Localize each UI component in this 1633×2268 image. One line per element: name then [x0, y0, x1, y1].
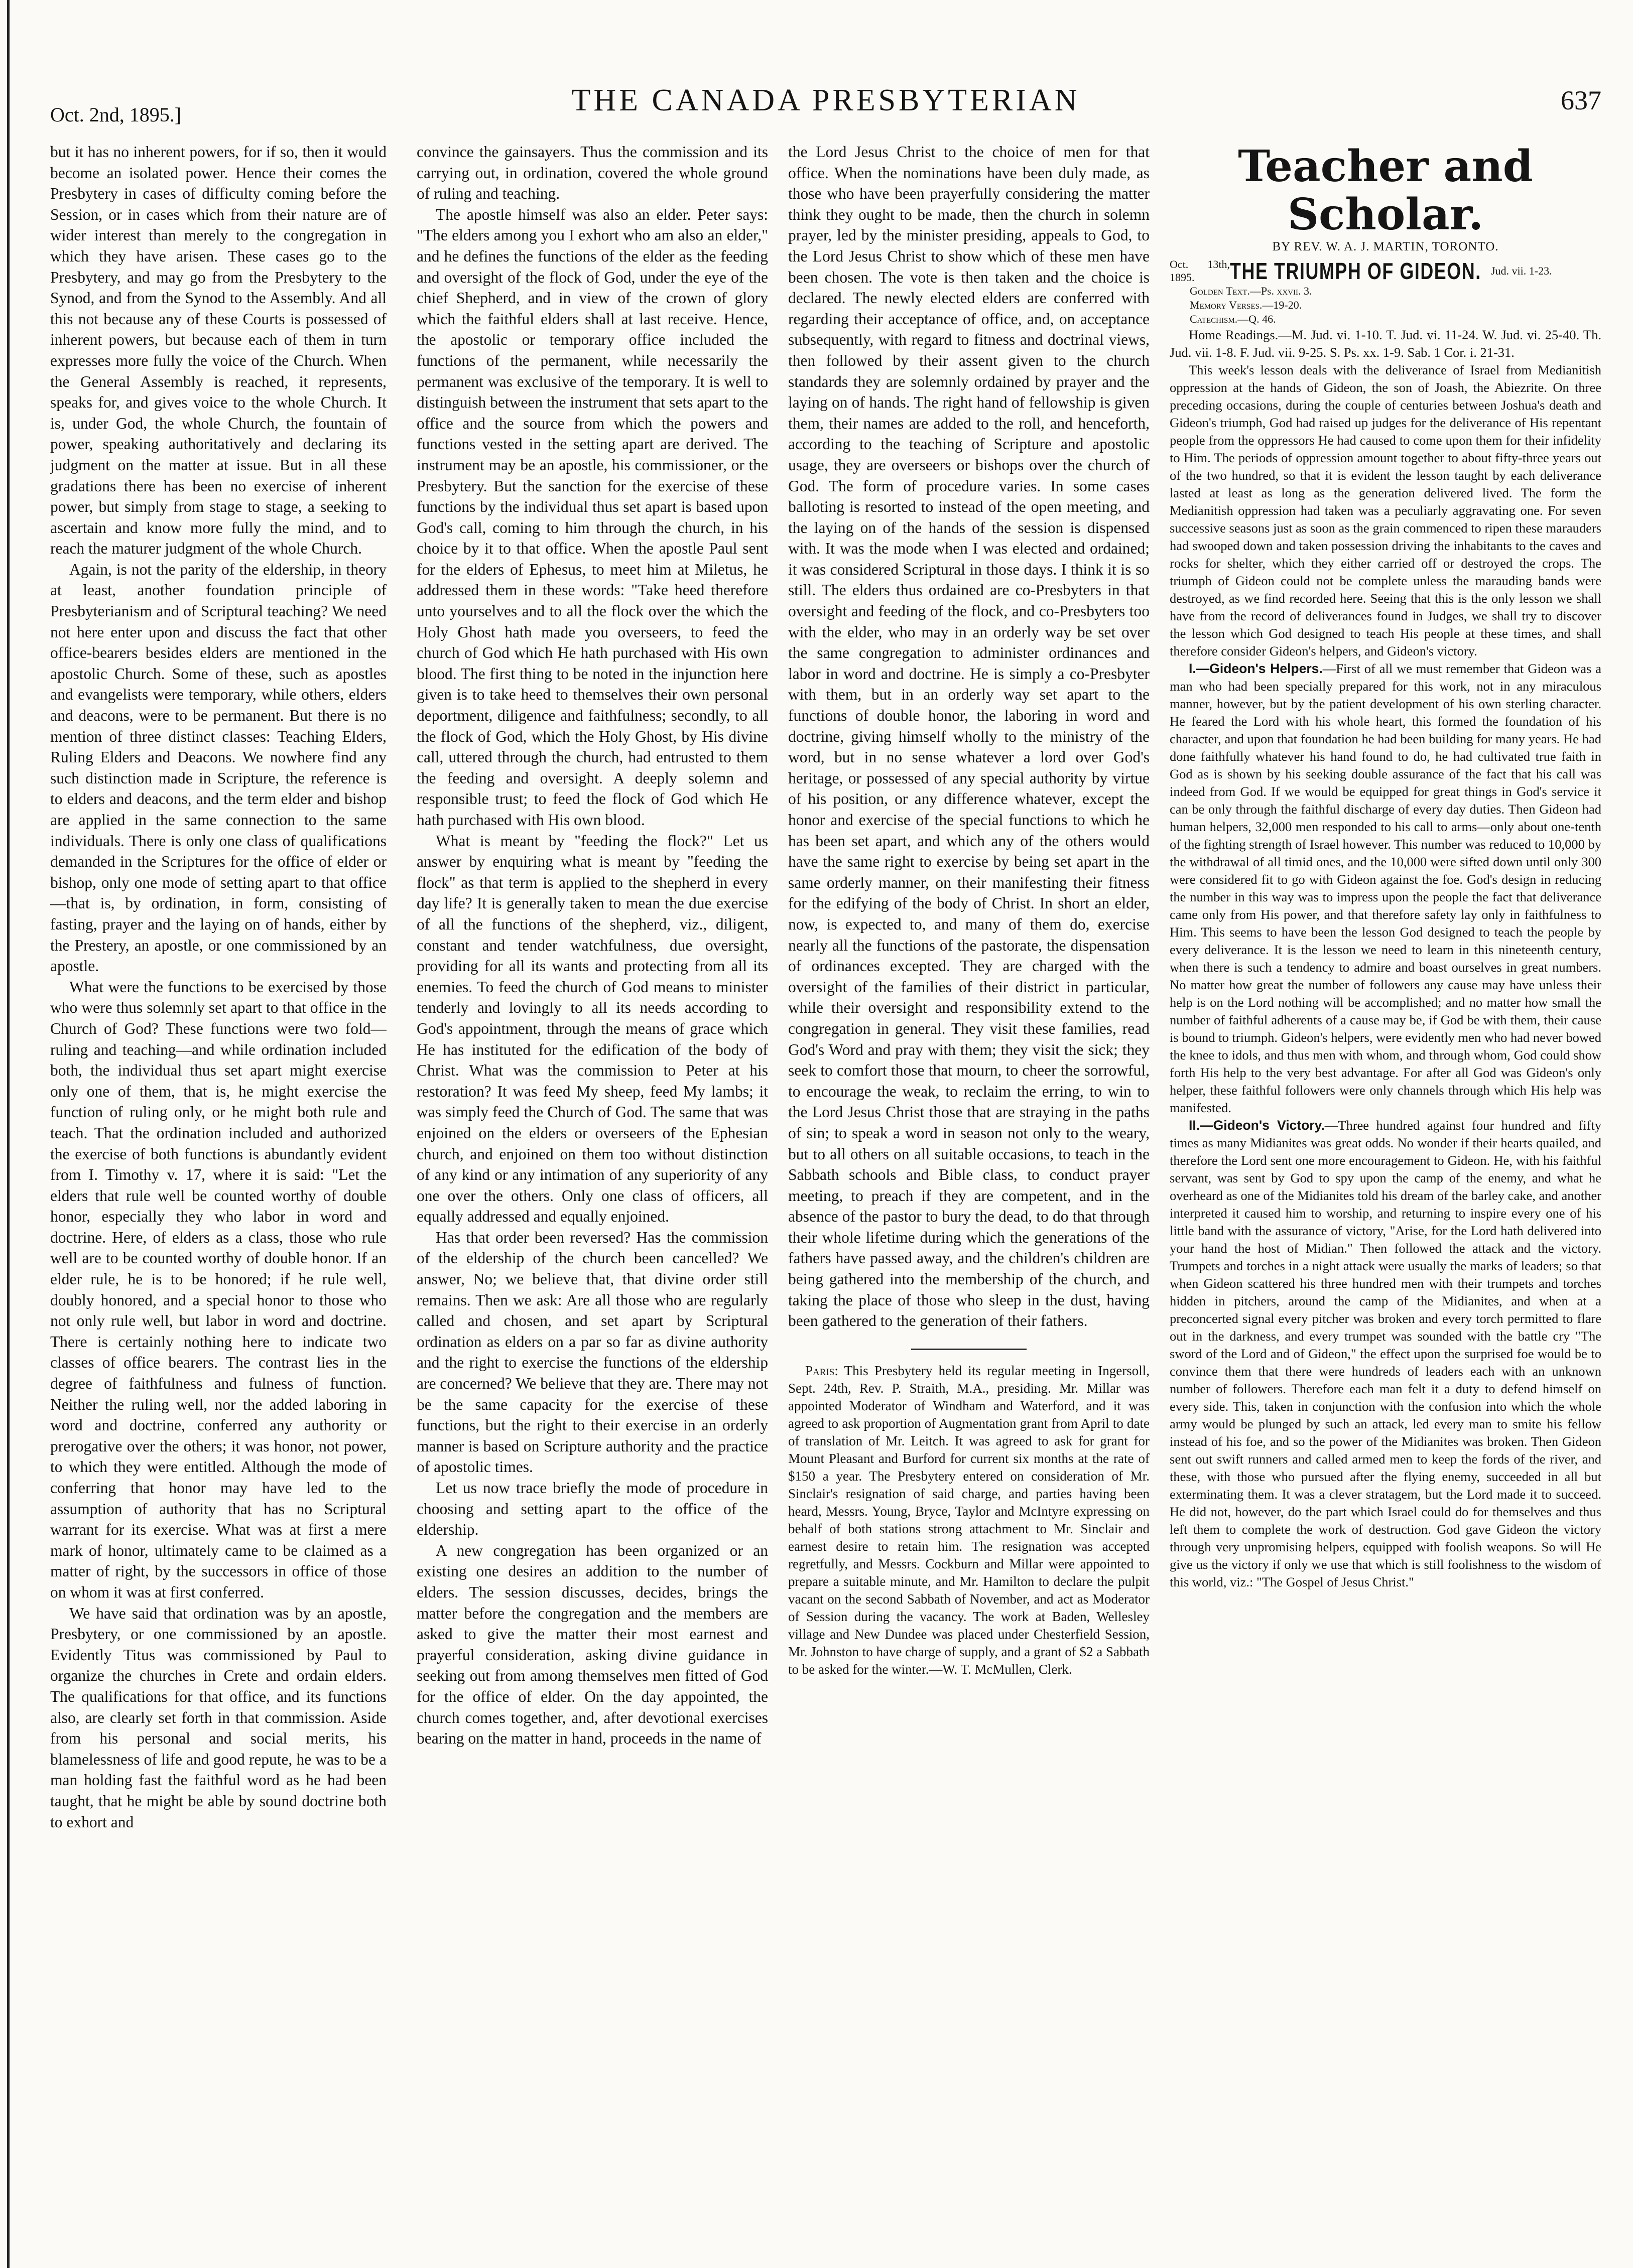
paragraph: convince the gainsayers. Thus the commission and its carrying out, in ordination, covered the whole ground of ruling and teaching. — [417, 143, 768, 203]
lesson-reference: Jud. vii. 1-23. — [1491, 264, 1552, 277]
paragraph: Has that order been reversed? Has the commission of the eldership of the church been cancelled? We answer, No; we believe that, that divine order still remains. Then we ask: Are all those who are regularly called and chosen, and set apart by Scriptural ordination as elders on a par so far as divine authority and the right to exercise the functions of the eldership are concerned? We believe that they are. There may not be the same capacity for the exercise of these functions, but the right to their exercise in an orderly manner is based on Scripture authority and the practice of apostolic times. — [417, 1228, 768, 1476]
byline: BY REV. W. A. J. MARTIN, TORONTO. — [1272, 240, 1499, 253]
section-helpers — [1170, 660, 1601, 1117]
lesson-title: THE TRIUMPH OF GIDEON. — [1230, 257, 1481, 284]
paragraph: Again, is not the parity of the eldership, in theory at least, another foundation principle of Presbyterianism and of Scriptural teaching? We need not here enter upon and discuss the fact that other office-bearers besides elders are mentioned in the apostolic Church. Some of these, such as apostles and evangelists were temporary, while others, elders and deacons, were to be permanent. But there is no mention of three distinct classes: Teaching Elders, Ruling Elders and Deacons. We nowhere find any such distinction made in Scripture, the reference is to elders and deacons, and the term elder and bishop are applied in the same connection to the same individuals. There is only one class of qualifications demanded in the Scriptures for the office of elder or bishop, only one mode of setting apart to that office—that is, by ordination, in form, consisting of fasting, prayer and the laying on of hands, either by the Prestery, an apostle, or one commissioned by an apostle. — [50, 560, 387, 975]
section-victory — [1170, 1117, 1601, 1591]
lesson-title-line — [1170, 258, 1601, 284]
note-signature: —W. T. McMullen, Clerk. — [929, 1661, 1072, 1677]
column-3 — [788, 142, 1150, 2229]
home-readings: Home Readings.—M. Jud. vi. 1-10. T. Jud. vi. 11-24. W. Jud. vi. 25-40. Th. Jud. vii. 1-8. F. Jud. vii. 9-25. S. Ps. xx. 1-9. Sab. 1 Cor. i. 21-31. — [1170, 327, 1601, 360]
section-title: II.—Gideon's Victory. — [1189, 1118, 1325, 1133]
paragraph: the Lord Jesus Christ to the choice of men for that office. When the nominations have been duly made, as those who have been prayerfully considering the matter think they ought to be made, then the church in solemn prayer, led by the minister presiding, appeals to God, to the Lord Jesus Christ to show which of these men have been chosen. The vote is then taken and the choice is declared. The newly elected elders are conferred with regarding their acceptance of office, and, on acceptance subsequently, with regard to fitness and doctrinal views, then followed by their assent given to the church standards they are solemnly ordained by prayer and the laying on of hands. The right hand of fellowship is given them, their names are added to the roll, and henceforth, according to the teaching of Scripture and apostolic usage, they are overseers or bishops over the church of God. The form of procedure varies. In some cases balloting is resorted to instead of the open meeting, and the laying on of the hands of the session is dispensed with. It was the mode when I was elected and ordained; it was considered Scriptural in those days. I think it is so still. The elders thus ordained are co-Presbyters in that oversight and feeding of the flock, and co-Presbyters too with the elder, who may in an orderly way be set over the same congregation to administer ordinances and labor in word and doctrine. He is simply a co-Presbyter with them, but in an orderly way set apart to the functions of double honor, the laboring in word and doctrine, giving himself wholly to the ministry of the word, but in no sense whatever a lord over God's heritage, or possessed of any special authority by virtue of his position, or any difference whatever, except the honor and exercise of the special functions to which he has been set apart, and which any of the others would have the same right to exercise by being set apart in the same orderly manner, on their manifesting their fitness for the edifying of the body of Christ. In short an elder, now, is expected to, and many of them do, exercise nearly all the functions of the pastorate, the dispensation of ordinances excepted. They are charged with the oversight of the families of their district in particular, while their oversight and responsibility extend to the congregation in general. They visit these families, read God's Word and pray with them; they visit the sick; they seek to comfort those that mourn, to cheer the sorrowful, to encourage the weak, to reclaim the erring, to win to the Lord Jesus Christ those that are straying in the paths of sin; to speak a word in season not only to the weary, but to all others on all suitable occasions, to teach in the Sabbath schools and Bible class, to conduct prayer meeting, to preach if they are competent, and in the absence of the pastor to bury the dead, to do that through their whole lifetime during which the generations of the fathers have passed away, and the children's children are being gathered into the membership of the church, and taking the place of those who sleep in the dust, having been gathered to the generation of their fathers. — [788, 143, 1150, 1330]
presbytery-note — [788, 1362, 1150, 1678]
page-number: 637 — [1561, 85, 1601, 115]
memory-verses: Memory Verses.—19-20. — [1190, 299, 1302, 311]
paragraph: but it has no inherent powers, for if so, then it would become an isolated power. Hence their comes the Presbytery in cases of difficulty coming before the Session, or in cases which from their nature are of wider interest than merely to the congregation in which they have arisen. These cases go to the Presbytery, and may go from the Presbytery to the Synod, and from the Synod to the Assembly. And all this not because any of these Courts is possessed of inherent powers, but because each of them in turn expresses more fully the voice of the Church. When the General Assembly is reached, it represents, speaks for, and gives voice to the whole Church. It is, under God, the whole Church, the fountain of power, speaking authoritatively and declaring its judgment on the matter at issue. But in all these gradations there has been no exercise of inherent power, but simply from stage to stage, a seeking to ascertain and know more fully the mind, and to reach the maturer judgment of the whole Church. — [50, 143, 387, 558]
page-margin-rule — [7, 0, 10, 2268]
paragraph: We have said that ordination was by an apostle, Presbytery, or one commissioned by an apostle. Evidently Titus was commissioned by Paul to organize the churches in Crete and ordain elders. The qualifications for that office, and its functions also, are clearly set forth in that commission. Aside from his personal and social merits, his blamelessness of life and good repute, he was to be a man holding fast the faithful word as he had been taught, that he might be able by sound doctrine both to exhort and — [50, 1604, 387, 1831]
section-title: I.—Gideon's Helpers. — [1189, 661, 1323, 676]
catechism: Catechism.—Q. 46. — [1190, 313, 1276, 325]
paragraph: The apostle himself was also an elder. Peter says: "The elders among you I exhort who am also an elder," and he defines the functions of the elder as the feeding and oversight of the flock of God, under the eye of the chief Shepherd, and in view of the crown of glory which the faithful elders shall at last receive. Hence, the apostolic or temporary office included the functions of the permanent, while necessarily the permanent was exclusive of the temporary. It is well to distinguish between the instrument that sets apart to the office and the source from which the powers and functions vested in the setting apart are derived. The instrument may be an apostle, his commissioner, or the Presbytery. But the sanction for the exercise of these functions by the individual thus set apart is based upon God's call, coming to him through the church, in his choice by it to that office. When the apostle Paul sent for the elders of Ephesus, to meet him at Miletus, he addressed them in these words: "Take heed therefore unto yourselves and to all the flock over the which the Holy Ghost hath made you overseers, to feed the church of God which He hath purchased with His own blood. The first thing to be noted in the injunction here given is to take heed to themselves their own personal deportment, diligence and faithfulness; secondly, to all the flock of God, which the Holy Ghost, by His divine call, uttered through the church, had entrusted to them the feeding and oversight. A deeply solemn and responsible trust; to feed the flock of God which He hath purchased with His own blood. — [417, 205, 768, 829]
paragraph: Let us now trace briefly the mode of procedure in choosing and setting apart to the office of the eldership. — [417, 1479, 768, 1539]
section-text: —Three hundred against four hundred and fifty times as many Midianites was great odds. No wonder if their hearts quailed, and therefore the Lord sent one more encouragement to Gideon. He, with his faithful servant, was sent by God to spy upon the camp of the enemy, and what he overheard as one of the Midianites told his dream of the barley cake, and another interpreted it caused him to worship, and returning to inspire every one of his little band with the assurance of victory, "Arise, for the Lord hath delivered into your hand the host of Midian." Then followed the attack and the victory. Trumpets and torches in a night attack were usually the marks of leaders; so that when Gideon scattered his three hundred men with their trumpets and torches hidden in pitchers, around the camp of the Midianites, and when at a preconcerted signal every pitcher was broken and every torch permitted to flare out in the darkness, and every trumpet was sounded with the battle cry "The sword of the Lord and of Gideon," the effect upon the surprised foe would be to convince them that there were hundreds of leaders each with an unknown number of followers. Therefore each man felt it a duty to defend himself on every side. This, taken in conjunction with the confusion into which the whole army would be plunged by such an attack, led every man to smite his fellow instead of his foe, and so the power of the Midianites was broken. Then Gideon sent out swift runners and called armed men to keep the fords of the river, and these, with those who pursued after the flying enemy, succeeded in all but exterminating them. It was a clever stratagem, but the Lord made it to succeed. He did not, however, do the part which Israel could do for themselves and thus left them to complete the work of destruction. God gave Gideon the victory through very unpromising helpers, equipped with foolish weapons. So will He give us the victory if only we use that which is still foolishness to the wisdom of this world, viz.: "The Gospel of Jesus Christ." — [1170, 1118, 1601, 1589]
note-text: : This Presbytery held its regular meeting in Ingersoll, Sept. 24th, Rev. P. Straith, M.A., presiding. Mr. Millar was appointed Moderator of Windham and Waterford, and it was agreed to ask proportion of Augmentation grant from April to date of translation of Mr. Leitch. It was agreed to ask for grant for Mount Pleasant and Burford for current six months at the rate of $150 a year. The Presbytery entered on consideration of Mr. Sinclair's resignation of said charge, and parties having been heard, Messrs. Young, Bryce, Taylor and McIntyre expressing on behalf of both stations strong attachment to Mr. Sinclair and earnest desire to retain him. The resignation was accepted regretfully, and Messrs. Cockburn and Millar were appointed to prepare a suitable minute, and Mr. Hamilton to declare the pulpit vacant on the second Sabbath of November, and act as Moderator of Session during the vacancy. The work at Baden, Wellesley village and New Dundee was placed under Chesterfield Session, Mr. Johnston to have charge of supply, and a grant of $2 a Sabbath to be asked for the winter. — [788, 1363, 1150, 1677]
column-1 — [50, 142, 387, 2229]
section-heading: Teacher and Scholar. — [1238, 142, 1533, 240]
note-label: Paris — [805, 1363, 835, 1378]
paragraph: What were the functions to be exercised by those who were thus solemnly set apart to that office in the Church of God? These functions were two fold—ruling and teaching—and while ordination included both, the individual thus set apart might exercise only one of them, that is, he might exercise the function of ruling only, or he might both rule and teach. That the ordination included and authorized the exercise of both functions is abundantly evident from I. Timothy v. 17, where it is said: "Let the elders that rule well be counted worthy of double honor, especially they who labor in word and doctrine. Here, of elders as a class, those who rule well are to be counted worthy of double honor. If an elder rule, he is to be honored; if he rule well, doubly honored, and a special honor to those who not only rule well, but labor in word and doctrine. There is certainly nothing here to indicate two classes of office bearers. The contrast lies in the degree of faithfulness and fulness of function. Neither the ruling well, nor the added laboring in word and doctrine, conferred any authority or prerogative over the others; it was honor, not power, to which they were entitled. Although the mode of conferring that honor may have led to the assumption of authority that has no Scriptural warrant for its exercise. What was at first a mere mark of honor, ultimately came to be claimed as a matter of right, by the successors in office of those on whom it was at first conferred. — [50, 978, 387, 1601]
lesson-intro: This week's lesson deals with the deliverance of Israel from Medianitish oppression at the hands of Gideon, the son of Joash, the Abiezrite. On three preceding occasions, during the couple of centuries between Joshua's death and Gideon's triumph, God had raised up judges for the deliverance of His repentant people from the oppressors He had caused to come upon them for their infidelity to Him. The periods of oppression amount together to about fifty-three years out of the two hundred, so that it is evident the lesson taught by each deliverance lasted at least as long as the generation delivered lived. The form the Medianitish oppression had taken was a peculiarly aggravating one. For seven successive seasons just as soon as the grain commenced to ripen these marauders had swooped down and taken possession driving the inhabitants to the caves and rocks for shelter, which they either carried off or destroyed the crops. The triumph of Gideon could not be complete unless the marauding bands were destroyed, as we find recorded here. Seeing that this is the only lesson we shall have from the record of deliverances found in Judges, we shall try to discover the lesson which God designed to teach His people at these times, and shall therefore consider Gideon's helpers, and Gideon's victory. — [1170, 362, 1601, 658]
lesson-date: Oct. 13th, 1895. — [1170, 258, 1230, 284]
section-text: —First of all we must remember that Gideon was a man who had been specially prepared for this work, not in any miraculous manner, however, but by the patient development of his own sterling character. He feared the Lord with his whole heart, this formed the foundation of his character, and upon that foundation he had been building for many years. He had done faithfully whatever his hand found to do, he had cultivated true faith in God as is shown by his seeking double assurance of the fact that his call was indeed from God. If we would be equipped for great things in God's service it can be only through the faithful discharge of every day duties. Then Gideon had human helpers, 32,000 men responded to his call to arms—only about one-tenth of the fighting strength of Israel however. This number was reduced to 10,000 by the withdrawal of all timid ones, and the 10,000 were sifted down until only 300 were considered fit to go with Gideon against the foe. God's design in reducing the number in this way was to impress upon the people the fact that deliverance came only from His power, and that therefore safety lay only in faithfulness to Him. This seems to have been the lesson God designed to teach the people by every deliverance. It is the lesson we need to learn in this nineteenth century, when there is such a tendency to admire and boast ourselves in great numbers. No matter how great the number of followers any cause may have unless their help is on the Lord nothing will be accomplished; and no matter how small the number of faithful adherents of a cause may be, if God be with them, their cause is bound to triumph. Gideon's helpers, were evidently men who had never bowed the knee to idols, and thus men with whom, and through whom, God could show forth His help to the very best advantage. For after all God was Gideon's only helper, these faithful followers were only channels through which His help was manifested. — [1170, 661, 1601, 1115]
column-2 — [417, 142, 768, 2229]
paragraph: A new congregation has been organized or an existing one desires an addition to the number of elders. The session discusses, decides, brings the matter before the congregation and the members are asked to give the matter their most earnest and prayerful consideration, asking divine guidance in seeking out from among themselves men fitted of God for the office of elder. On the day appointed, the church comes together, and, after devotional exercises bearing on the matter in hand, proceeds in the name of — [417, 1541, 768, 1748]
paragraph: What is meant by "feeding the flock?" Let us answer by enquiring what is meant by "feeding the flock" as that term is applied to the shepherd in every day life? It is generally taken to mean the due exercise of all the functions of the shepherd, viz., diligent, constant and tender watchfulness, due oversight, providing for all its wants and protecting from all its enemies. To feed the church of God means to minister tenderly and lovingly to all its needs according to God's appointment, through the means of grace which He has instituted for the edification of the body of Christ. What was the commission to Peter at his restoration? It was feed My sheep, feed My lambs; it was simply feed the Church of God. The same that was enjoined on the elders or overseers of the Ephesian church, and enjoined on them too without distinction of any kind or any intimation of any superiority of any one over the others. Only one class of officers, all equally addressed and equally enjoined. — [417, 832, 768, 1226]
golden-text: Golden Text.—Ps. xxvii. 3. — [1190, 285, 1312, 297]
masthead-title: THE CANADA PRESBYTERIAN — [571, 83, 1080, 117]
section-divider — [911, 1349, 1027, 1350]
issue-date: Oct. 2nd, 1895.] — [50, 103, 182, 126]
page-header — [50, 83, 1601, 138]
note-paragraph — [788, 1362, 1150, 1678]
column-4-teacher-and-scholar — [1170, 142, 1601, 2229]
